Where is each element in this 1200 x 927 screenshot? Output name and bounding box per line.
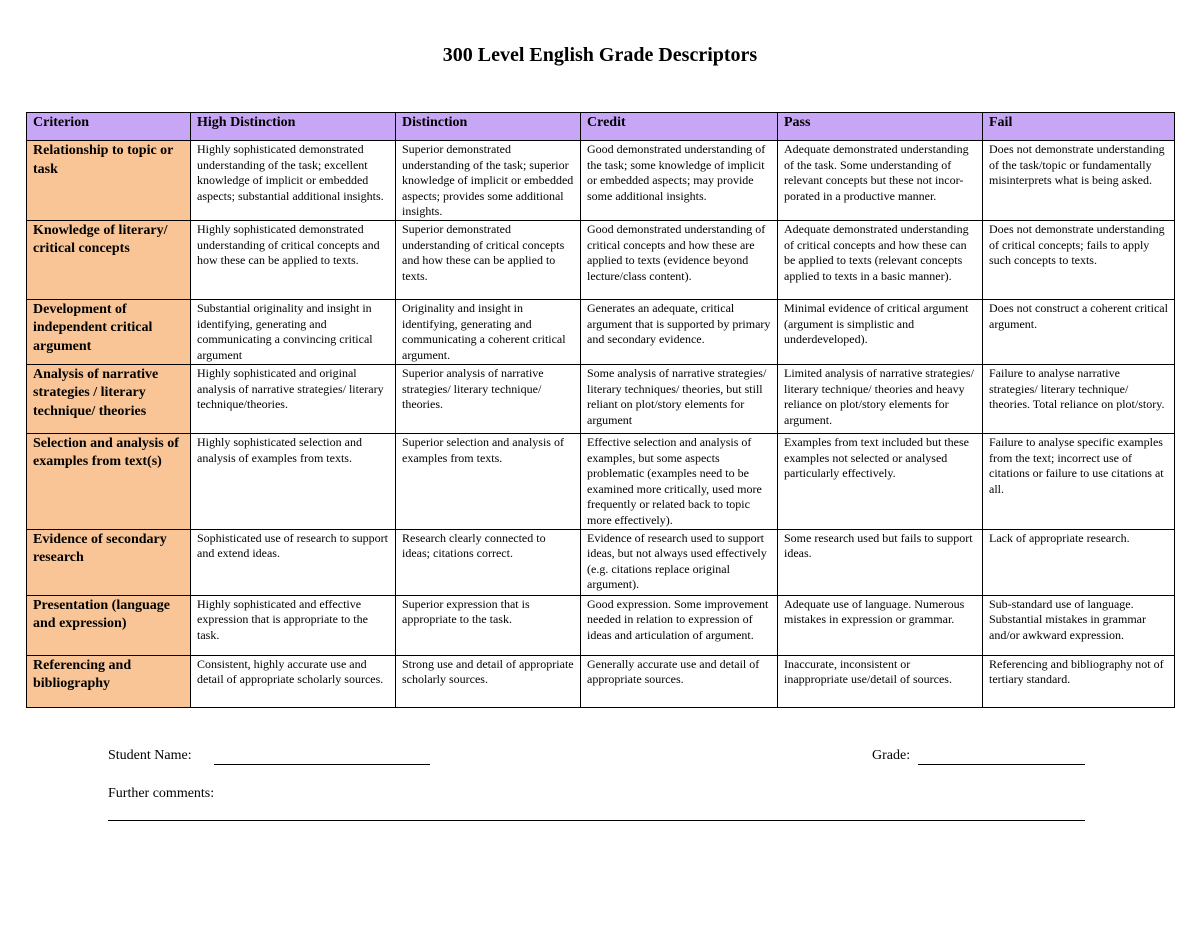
descriptor-cell: Substantial originality and insight in identifying, generating and communicating a convincing critical argument — [191, 299, 396, 364]
descriptor-cell: Some analysis of narrative strategies/ literary techniques/ theories, but still reliant on plot/story elements for argument — [581, 364, 778, 433]
criterion-cell: Relationship to topic or task — [27, 141, 191, 221]
table-row — [27, 655, 1175, 707]
descriptor-cell: Examples from text included but these examples not selected or analysed particularly effectively. — [778, 433, 983, 529]
descriptor-cell: Evidence of research used to support ideas, but not always used effectively (e.g. citations replace original argument). — [581, 529, 778, 595]
student-name-label: Student Name: — [108, 748, 192, 763]
header-distinction: Distinction — [396, 113, 581, 141]
table-row — [27, 529, 1175, 595]
descriptor-cell: Does not demonstrate understanding of critical concepts; fails to apply such concepts to texts. — [983, 220, 1175, 299]
descriptor-cell: Superior analysis of narrative strategies/ literary technique/ theories. — [396, 364, 581, 433]
descriptor-cell: Highly sophisticated demonstrated understanding of the task; excellent knowledge of implicit or embedded aspects; substantial additional insights. — [191, 141, 396, 221]
descriptor-cell: Failure to analyse narrative strategies/ literary technique/ theories. Total reliance on plot/story. — [983, 364, 1175, 433]
table-header-row — [27, 113, 1175, 141]
descriptor-cell: Superior demonstrated understanding of the task; superior knowledge of implicit or embedded aspects; provides some additional insights. — [396, 141, 581, 221]
table-row — [27, 299, 1175, 364]
grade-descriptor-table — [26, 112, 1175, 708]
criterion-cell: Evidence of secondary research — [27, 529, 191, 595]
descriptor-cell: Sophisticated use of research to support and extend ideas. — [191, 529, 396, 595]
header-credit: Credit — [581, 113, 778, 141]
grade-label: Grade: — [872, 748, 911, 763]
grade-line[interactable] — [918, 764, 1085, 765]
descriptor-cell: Good demonstrated understanding of the task; some knowledge of implicit or embedded aspects; may provide some additional insights. — [581, 141, 778, 221]
table-row — [27, 220, 1175, 299]
descriptor-cell: Strong use and detail of appropriate scholarly sources. — [396, 655, 581, 707]
table-row — [27, 595, 1175, 655]
header-fail: Fail — [983, 113, 1175, 141]
descriptor-cell: Adequate demonstrated understanding of critical concepts and how these can be applied to texts (relevant concepts applied to texts in a basic manner). — [778, 220, 983, 299]
descriptor-cell: Good expression. Some improvement needed in relation to expression of ideas and articulation of argument. — [581, 595, 778, 655]
table-row — [27, 364, 1175, 433]
criterion-cell: Referencing and bibliography — [27, 655, 191, 707]
descriptor-cell: Generates an adequate, critical argument that is supported by primary and secondary evidence. — [581, 299, 778, 364]
descriptor-cell: Consistent, highly accurate use and detail of appropriate scholarly sources. — [191, 655, 396, 707]
descriptor-cell: Referencing and bibliography not of tertiary standard. — [983, 655, 1175, 707]
descriptor-cell: Adequate use of language. Numerous mistakes in expression or grammar. — [778, 595, 983, 655]
descriptor-cell: Superior expression that is appropriate to the task. — [396, 595, 581, 655]
descriptor-cell: Limited analysis of narrative strategies/ literary technique/ theories and heavy reliance on plot/story elements for argument. — [778, 364, 983, 433]
descriptor-cell: Lack of appropriate research. — [983, 529, 1175, 595]
descriptor-cell: Research clearly connected to ideas; citations correct. — [396, 529, 581, 595]
criterion-cell: Analysis of narrative strategies / literary technique/ theories — [27, 364, 191, 433]
descriptor-cell: Failure to analyse specific examples from the text; incorrect use of citations or failure to use citations at all. — [983, 433, 1175, 529]
criterion-cell: Knowledge of literary/ critical concepts — [27, 220, 191, 299]
student-name-line[interactable] — [214, 764, 430, 765]
descriptor-cell: Superior demonstrated understanding of critical concepts and how these can be applied to texts. — [396, 220, 581, 299]
descriptor-cell: Originality and insight in identifying, generating and communicating a coherent critical argument. — [396, 299, 581, 364]
descriptor-cell: Does not demonstrate understanding of the task/topic or fundamentally misinterprets what is being asked. — [983, 141, 1175, 221]
descriptor-cell: Highly sophisticated demonstrated understanding of critical concepts and how these can be applied to texts. — [191, 220, 396, 299]
descriptor-cell: Generally accurate use and detail of appropriate sources. — [581, 655, 778, 707]
further-comments-label: Further comments: — [108, 786, 215, 801]
table-row — [27, 141, 1175, 221]
descriptor-cell: Some research used but fails to support ideas. — [778, 529, 983, 595]
descriptor-cell: Effective selection and analysis of examples, but some aspects problematic (examples need to be examined more critically, used more frequently or related back to topic more effectively). — [581, 433, 778, 529]
descriptor-cell: Good demonstrated understanding of critical concepts and how these are applied to texts (evidence beyond lecture/class content). — [581, 220, 778, 299]
descriptor-cell: Highly sophisticated and original analysis of narrative strategies/ literary technique/theories. — [191, 364, 396, 433]
header-criterion: Criterion — [27, 113, 191, 141]
header-pass: Pass — [778, 113, 983, 141]
descriptor-cell: Highly sophisticated and effective expression that is appropriate to the task. — [191, 595, 396, 655]
criterion-cell: Selection and analysis of examples from text(s) — [27, 433, 191, 529]
criterion-cell: Development of independent critical argument — [27, 299, 191, 364]
descriptor-cell: Superior selection and analysis of examples from texts. — [396, 433, 581, 529]
header-high-distinction: High Distinction — [191, 113, 396, 141]
descriptor-cell: Minimal evidence of critical argument (argument is simplistic and underdeveloped). — [778, 299, 983, 364]
descriptor-cell: Does not construct a coherent critical argument. — [983, 299, 1175, 364]
comments-line[interactable] — [108, 820, 1085, 821]
descriptor-cell: Sub-standard use of language. Substantial mistakes in grammar and/or awkward expression. — [983, 595, 1175, 655]
criterion-cell: Presentation (language and expression) — [27, 595, 191, 655]
table-row — [27, 433, 1175, 529]
descriptor-cell: Adequate demonstrated understanding of the task. Some understanding of relevant concepts but these not incor-porated in a productive manner. — [778, 141, 983, 221]
descriptor-cell: Highly sophisticated selection and analysis of examples from texts. — [191, 433, 396, 529]
document-title: 300 Level English Grade Descriptors — [442, 44, 758, 66]
descriptor-cell: Inaccurate, inconsistent or inappropriate use/detail of sources. — [778, 655, 983, 707]
